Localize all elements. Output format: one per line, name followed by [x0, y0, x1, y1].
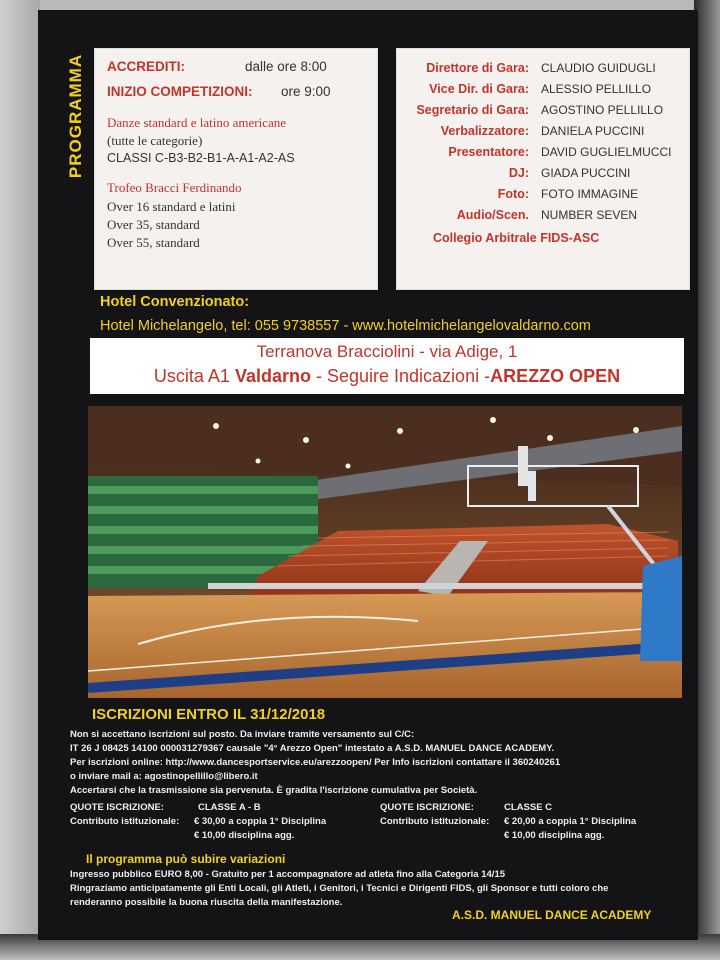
staff-row: Direttore di Gara: CLAUDIO GUIDUGLI: [426, 61, 656, 75]
section1-line1: (tutte le categorie): [107, 133, 203, 148]
quote-c-label: QUOTE ISCRIZIONE:: [380, 802, 474, 813]
collegio-arbitrale: Collegio Arbitrale FIDS-ASC: [433, 231, 600, 245]
section2-line1: Over 16 standard e latini: [107, 199, 236, 214]
hotel-title: Hotel Convenzionato:: [100, 294, 250, 310]
section2-line3: Over 55, standard: [107, 235, 200, 250]
registration-line: IT 26 J 08425 14100 000031279367 causale "4° Arezzo Open" intestato a A.S.D. MANUEL DANCE ACADEMY.: [70, 743, 555, 754]
quote-c-price2: € 10,00 disciplina agg.: [504, 830, 605, 841]
quote-c-contrib: Contributo istituzionale:: [380, 816, 490, 827]
staff-row: Vice Dir. di Gara: ALESSIO PELLILLO: [429, 82, 652, 96]
hotel-line: Hotel Michelangelo, tel: 055 9738557 - www.hotelmichelangelovaldarno.com: [100, 318, 591, 334]
staff-row: DJ: GIADA PUCCINI: [508, 166, 631, 180]
section2-title: Trofeo Bracci Ferdinando: [107, 180, 242, 195]
banner-address: Terranova Bracciolini - via Adige, 1: [256, 342, 518, 361]
association-name: A.S.D. MANUEL DANCE ACADEMY: [452, 908, 652, 922]
section1-line2: CLASSI C-B3-B2-B1-A-A1-A2-AS: [107, 151, 295, 165]
monitor-bezel-left: [0, 0, 40, 960]
staff-row: Presentatore: DAVID GUGLIELMUCCI: [448, 145, 672, 159]
programma-vertical-title: PROGRAMMA: [66, 53, 85, 179]
staff-row: Foto: FOTO IMMAGINE: [497, 187, 639, 201]
program-variations-note: Il programma può subire variazioni: [86, 852, 286, 866]
quote-c-classe: CLASSE C: [504, 802, 553, 813]
footer-line: Ingresso pubblico EURO 8,00 - Gratuito per 1 accompagnatore ad atleta fino alla Categoria 14/15: [70, 869, 506, 880]
footer-line: Ringraziamo anticipatamente gli Enti Locali, gli Atleti, i Genitori, i Tecnici e Dirigenti FIDS, gli Sponsor e tutti coloro che: [70, 883, 609, 894]
quote-ab-label: QUOTE ISCRIZIONE:: [70, 802, 164, 813]
inizio-label: INIZIO COMPETIZIONI:: [107, 84, 253, 99]
staff-row: Audio/Scen. NUMBER SEVEN: [456, 208, 638, 222]
event-flyer: [38, 10, 698, 940]
footer-line: renderanno possibile la buona riuscita della manifestazione.: [70, 897, 343, 908]
location-banner: [90, 338, 684, 394]
registration-line: Per iscrizioni online: http://www.dancesportservice.eu/arezzoopen/ Per Info iscrizioni contattare il 360240261: [70, 757, 561, 768]
section1-title: Danze standard e latino americane: [107, 115, 287, 130]
section2-line2: Over 35, standard: [107, 217, 200, 232]
accrediti-time: dalle ore 8:00: [245, 59, 327, 74]
schedule-box: [94, 48, 378, 290]
inizio-time: ore 9:00: [281, 84, 331, 99]
quote-ab-price2: € 10,00 disciplina agg.: [194, 830, 295, 841]
quote-ab-classe: CLASSE A - B: [198, 802, 261, 813]
accrediti-label: ACCREDITI:: [107, 59, 185, 74]
registration-line: Non si accettano iscrizioni sul posto. Da inviare tramite versamento sul C/C:: [70, 729, 415, 740]
registration-line: Accertarsi che la trasmissione sia pervenuta. È gradita l'iscrizione cumulativa per Società.: [70, 785, 478, 796]
staff-row: Verbalizzatore: DANIELA PUCCINI: [440, 124, 645, 138]
banner-directions: Uscita A1 Valdarno - Seguire Indicazioni -AREZZO OPEN: [153, 366, 621, 386]
arena-photo: [88, 406, 682, 698]
quote-ab-price1: € 30,00 a coppia 1° Disciplina: [194, 816, 327, 827]
quote-ab-contrib: Contributo istituzionale:: [70, 816, 180, 827]
staff-row: Segretario di Gara: AGOSTINO PELLILLO: [416, 103, 664, 117]
registration-line: o inviare mail a: agostinopellillo@libero.it: [70, 771, 258, 782]
staff-box: [396, 48, 690, 290]
registration-deadline: ISCRIZIONI ENTRO IL 31/12/2018: [92, 706, 326, 723]
quote-c-price1: € 20,00 a coppia 1° Disciplina: [504, 816, 637, 827]
